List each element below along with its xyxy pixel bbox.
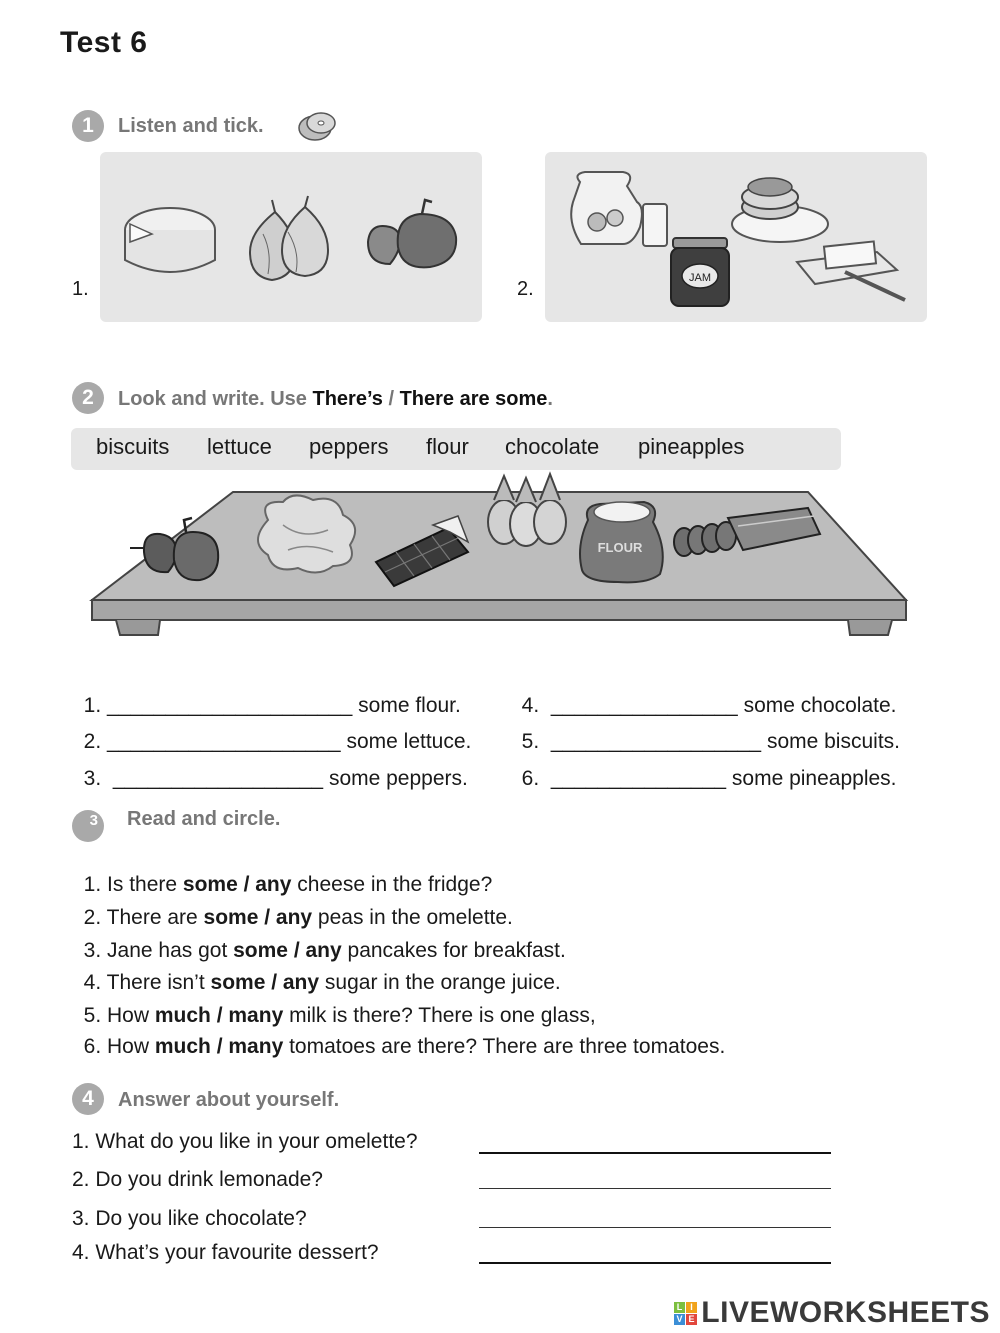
write-line-2-text: some lettuce. (346, 730, 472, 753)
word-pineapples: pineapples (638, 434, 745, 459)
jam-jar-icon (671, 238, 729, 306)
section-3-heading: Read and circle. (127, 808, 281, 830)
question-3: 3. Do you like chocolate? (72, 1207, 307, 1230)
word-peppers: peppers (309, 434, 389, 459)
onion-icon (250, 196, 328, 280)
write-line-4-blank[interactable]: ________________ (550, 694, 738, 717)
circle-item-2-post: peas in the omelette. (312, 906, 513, 929)
pancakes-icon (732, 178, 828, 242)
word-biscuits: biscuits (96, 434, 170, 459)
tick-panel-2[interactable] (545, 152, 927, 322)
pineapples-icon (488, 474, 566, 546)
answer-line-2[interactable] (479, 1188, 831, 1189)
badge-letter-i: I (686, 1302, 697, 1313)
question-2: 2. Do you drink lemonade? (72, 1168, 323, 1191)
cheese-icon (125, 208, 215, 272)
write-line-3-number: 3. (83, 767, 102, 790)
write-line-5-number: 5. (521, 730, 540, 753)
write-line-3-text: some peppers. (328, 767, 468, 790)
table-illustration (88, 470, 912, 640)
circle-item-6-pre: 6. How (83, 1035, 155, 1058)
liveworksheets-badge-icon (674, 1302, 697, 1325)
write-line-3[interactable] (72, 743, 468, 791)
word-chocolate: chocolate (505, 434, 600, 459)
write-line-5-text: some biscuits. (766, 730, 900, 753)
write-line-1-text: some flour. (358, 694, 461, 717)
circle-item-2-options[interactable]: some / any (203, 906, 313, 929)
section-4-number: 4 (72, 1083, 104, 1115)
circle-item-1-options[interactable]: some / any (182, 873, 292, 896)
write-line-1-number: 1. (83, 694, 102, 717)
tick-item-2-number: 2. (517, 278, 534, 300)
write-line-3-blank[interactable]: __________________ (112, 767, 324, 790)
write-line-4-text: some chocolate. (743, 694, 897, 717)
write-line-4-number: 4. (521, 694, 540, 717)
section-2-heading-end: . (547, 388, 553, 410)
answer-line-4[interactable] (479, 1262, 831, 1264)
section-2-number: 2 (72, 382, 104, 414)
question-1: 1. What do you like in your omelette? (72, 1130, 418, 1153)
write-line-2-blank[interactable]: ____________________ (107, 730, 341, 753)
circle-item-5-post: milk is there? There is one glass, (283, 1004, 596, 1027)
lettuce-icon (258, 495, 355, 572)
lemonade-jug-icon (571, 172, 667, 246)
circle-item-1-post: cheese in the fridge? (291, 873, 493, 896)
circle-item-5-pre: 5. How (83, 1004, 155, 1027)
word-flour: flour (426, 434, 469, 459)
page-title: Test 6 (60, 26, 148, 59)
butter-icon (797, 241, 905, 300)
section-2-heading-prefix: Look and write. Use (118, 388, 313, 410)
circle-item-2-pre: 2. There are (83, 906, 204, 929)
section-1-number: 1 (72, 110, 104, 142)
section-3-number: 3 (72, 810, 104, 842)
cd-icon (297, 110, 337, 142)
section-1-heading: Listen and tick. (118, 115, 264, 137)
liveworksheets-logo-text: LIVEWORKSHEETS (701, 1296, 990, 1329)
circle-item-6-post: tomatoes are there? There are three tomatoes. (283, 1035, 726, 1058)
section-2-heading-sep: / (382, 388, 400, 410)
badge-letter-e: E (686, 1314, 697, 1325)
write-line-6-number: 6. (521, 767, 540, 790)
answer-line-3[interactable] (479, 1227, 831, 1228)
answer-line-1[interactable] (479, 1152, 831, 1154)
write-line-6-blank[interactable]: _______________ (550, 767, 727, 790)
write-line-5-blank[interactable]: __________________ (550, 730, 762, 753)
word-lettuce: lettuce (207, 434, 272, 459)
write-line-6-text: some pineapples. (731, 767, 897, 790)
section-2-heading-bold-2: There are some (399, 388, 548, 410)
flour-bag-icon (580, 502, 663, 582)
circle-item-3-post: pancakes for breakfast. (341, 939, 566, 962)
write-line-6[interactable] (510, 743, 897, 791)
question-4: 4. What’s your favourite dessert? (72, 1241, 379, 1264)
pepper-icon (368, 200, 456, 267)
circle-item-1-pre: 1. Is there (83, 873, 183, 896)
circle-item-3-options[interactable]: some / any (233, 939, 342, 962)
svg-text:JAM: JAM (689, 272, 711, 284)
circle-item-3-pre: 3. Jane has got (83, 939, 234, 962)
section-2-heading-bold-1: There’s (312, 388, 383, 410)
write-line-1-blank[interactable]: _____________________ (107, 694, 353, 717)
circle-item-6 (72, 1011, 725, 1059)
tick-item-1-number: 1. (72, 278, 89, 300)
circle-item-5-options[interactable]: much / many (154, 1004, 284, 1027)
section-2-heading (118, 388, 553, 411)
circle-item-4-pre: 4. There isn’t (83, 971, 211, 994)
circle-item-4-options[interactable]: some / any (210, 971, 320, 994)
liveworksheets-logo[interactable] (674, 1296, 990, 1330)
badge-letter-v: V (674, 1314, 685, 1325)
section-4-heading: Answer about yourself. (118, 1089, 340, 1111)
circle-item-4-post: sugar in the orange juice. (319, 971, 561, 994)
flour-bag-label: FLOUR (597, 540, 643, 555)
circle-item-6-options[interactable]: much / many (154, 1035, 284, 1058)
tick-panel-1[interactable] (100, 152, 482, 322)
badge-letter-l: L (674, 1302, 685, 1313)
write-line-2-number: 2. (83, 730, 102, 753)
